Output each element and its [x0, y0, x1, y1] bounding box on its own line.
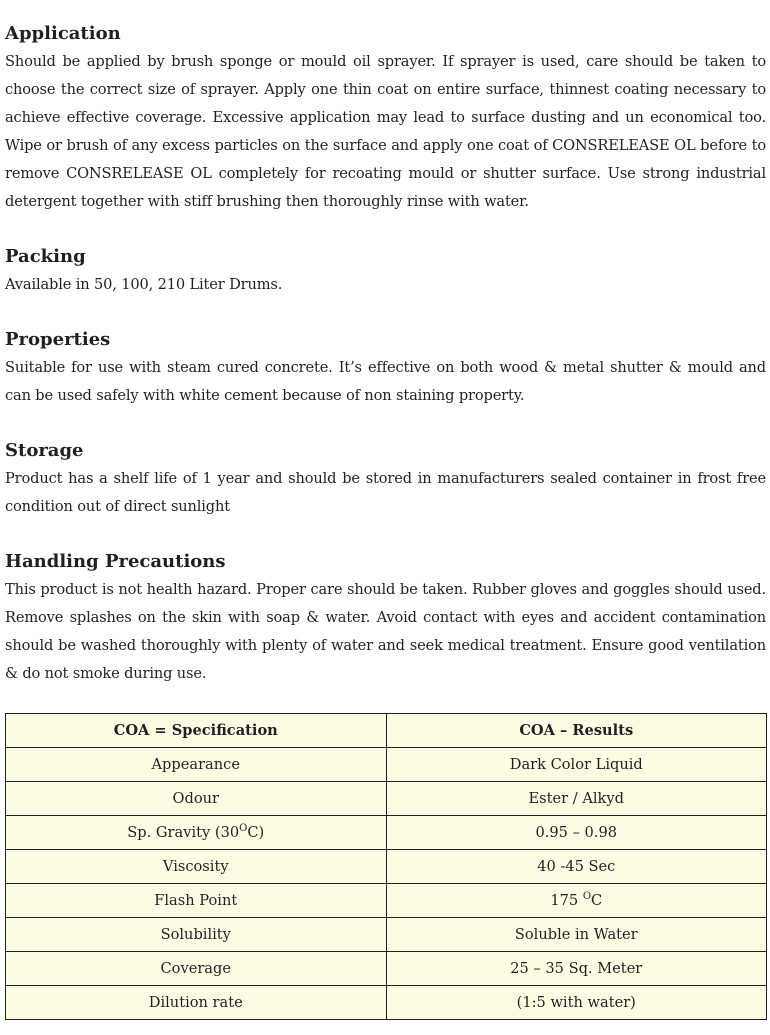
- coa-spec-cell: Appearance: [6, 748, 387, 782]
- coa-result-cell: [386, 884, 767, 918]
- coa-header-results: COA – Results: [386, 714, 767, 748]
- coa-result-cell: 0.95 – 0.98: [386, 816, 767, 850]
- section-body-application: Should be applied by brush sponge or mould oil sprayer. If sprayer is used, care should be taken to choose the correct size of sprayer. Apply one thin coat on entire surface, thinnest coating necessary to achieve effective coverage. Excessive application may lead to surface dusting and un economical too. Wipe or brush of any excess particles on the surface and apply one coat of CONSRELEASE OL before to remove CONSRELEASE OL completely for recoating mould or shutter surface. Use strong industrial detergent together with stiff brushing then thoroughly rinse with water.: [5, 53, 766, 210]
- coa-result-cell: 40 -45 Sec: [386, 850, 767, 884]
- section-body-properties: Suitable for use with steam cured concrete. It’s effective on both wood & metal shutter & mould and can be used safely with white cement because of non staining property.: [5, 359, 766, 404]
- coa-result-cell: 25 – 35 Sq. Meter: [386, 952, 767, 986]
- section-properties: [5, 326, 766, 410]
- coa-spec-cell: Coverage: [6, 952, 387, 986]
- section-body-storage: Product has a shelf life of 1 year and should be stored in manufacturers sealed container in frost free condition out of direct sunlight: [5, 470, 766, 515]
- coa-spec-cell: Viscosity: [6, 850, 387, 884]
- coa-spec-unit: C): [247, 824, 265, 841]
- table-row: [6, 884, 767, 918]
- section-application: [5, 20, 766, 216]
- coa-spec-text: Sp. Gravity (30: [127, 824, 240, 841]
- section-title-storage: Storage: [5, 440, 84, 461]
- section-title-properties: Properties: [5, 329, 111, 350]
- table-row: [6, 748, 767, 782]
- table-row: [6, 952, 767, 986]
- coa-result-cell: Ester / Alkyd: [386, 782, 767, 816]
- coa-result-cell: (1:5 with water): [386, 986, 767, 1020]
- section-title-packing: Packing: [5, 246, 86, 267]
- section-title-handling-precautions: Handling Precautions: [5, 551, 226, 572]
- table-row: [6, 782, 767, 816]
- degree-superscript: O: [239, 823, 248, 834]
- coa-spec-cell: [6, 816, 387, 850]
- coa-header-specification: COA = Specification: [6, 714, 387, 748]
- degree-superscript: O: [582, 891, 592, 902]
- table-row: [6, 986, 767, 1020]
- coa-result-cell: Soluble in Water: [386, 918, 767, 952]
- coa-spec-cell: Dilution rate: [6, 986, 387, 1020]
- table-row: [6, 850, 767, 884]
- coa-table-header-row: [6, 714, 767, 748]
- coa-result-text: 175: [550, 892, 583, 909]
- section-body-handling-precautions: This product is not health hazard. Proper care should be taken. Rubber gloves and goggles should used. Remove splashes on the skin with soap & water. Avoid contact with eyes and accident contamination should be washed thoroughly with plenty of water and seek medical treatment. Ensure good ventilation & do not smoke during use.: [5, 581, 766, 682]
- coa-spec-cell: Flash Point: [6, 884, 387, 918]
- coa-result-unit: C: [591, 892, 603, 909]
- section-packing: [5, 243, 766, 299]
- section-body-packing: Available in 50, 100, 210 Liter Drums.: [5, 276, 283, 293]
- table-row: [6, 816, 767, 850]
- section-storage: [5, 437, 766, 521]
- section-title-application: Application: [5, 23, 121, 44]
- coa-result-cell: Dark Color Liquid: [386, 748, 767, 782]
- coa-spec-cell: Solubility: [6, 918, 387, 952]
- table-row: [6, 918, 767, 952]
- coa-table: [5, 713, 767, 1020]
- section-handling-precautions: [5, 548, 766, 688]
- coa-spec-cell: Odour: [6, 782, 387, 816]
